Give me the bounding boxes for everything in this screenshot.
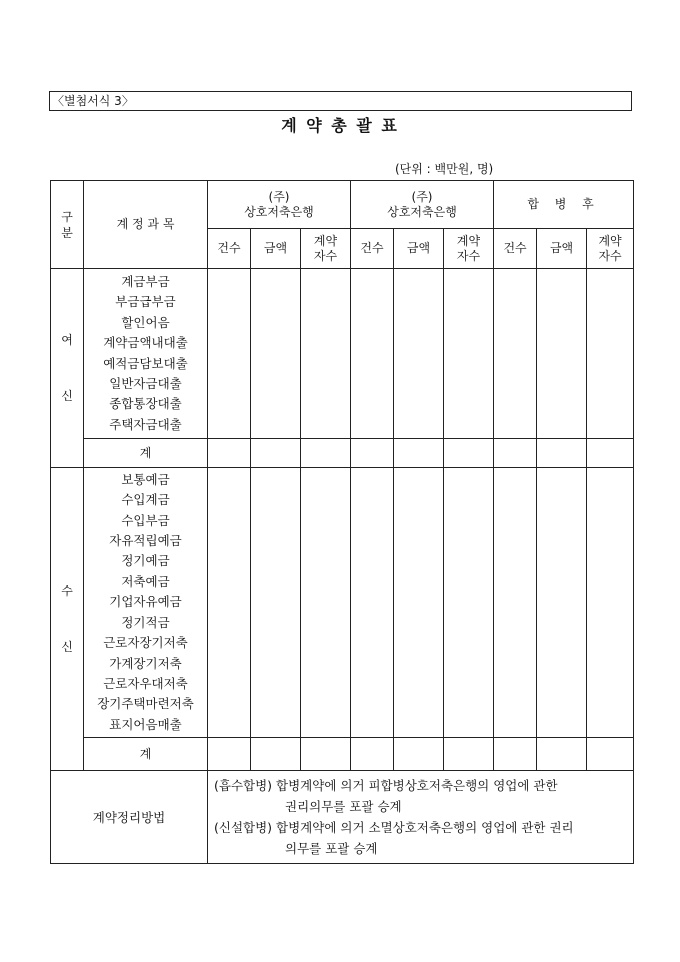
list-item: 가계장기저축: [109, 655, 182, 671]
list-item: 종합통장대출: [109, 396, 182, 412]
list-item: 정기예금: [121, 553, 170, 569]
list-item: 수입부금: [121, 512, 170, 528]
contract-summary-table: [50, 180, 634, 864]
list-item: 일반자금대출: [109, 375, 182, 391]
category-header: 구 분: [51, 181, 84, 269]
credit-total: 계: [84, 439, 208, 468]
list-item: 장기주택마련저축: [97, 696, 194, 712]
unit-note: (단위 : 백만원, 명): [395, 162, 494, 176]
bank1-contract-header: 계약 자수: [301, 229, 351, 269]
bank1-header: (주) 상호저축은행: [208, 181, 351, 229]
list-item: 근로자우대저축: [103, 675, 188, 691]
list-item: 부금급부금: [115, 294, 176, 310]
bank2-contract-header: 계약 자수: [444, 229, 494, 269]
page-title: 계 약 총 괄 표: [281, 116, 399, 135]
list-item: 보통예금: [121, 471, 170, 487]
form-number-box: [49, 91, 632, 111]
bank2-header: (주) 상호저축은행: [351, 181, 494, 229]
list-item: 수입계금: [121, 492, 170, 508]
credit-label: 여 신: [51, 269, 84, 468]
deposit-items: [84, 468, 208, 738]
bank2-amount-header: 금액: [394, 229, 444, 269]
list-item: 예적금담보대출: [103, 355, 188, 371]
merged-count-header: 건수: [494, 229, 537, 269]
merged-header: 합 병 후: [494, 181, 634, 229]
account-header: 계 정 과 목: [84, 181, 208, 269]
list-item: 기업자유예금: [109, 594, 182, 610]
method-label: 계약정리방법: [51, 771, 208, 864]
bank2-count-header: 건수: [351, 229, 394, 269]
method-description: (흡수합병) 합병계약에 의거 피합병상호저축은행의 영업에 관한 권리의무를 포괄 승계 (신설합병) 합병계약에 의거 소멸상호저축은행의 영업에 관한 권리 의무를 포괄 승계: [208, 771, 634, 864]
list-item: 계약금액내대출: [103, 335, 188, 351]
list-item: 근로자장기저축: [103, 635, 188, 651]
merged-amount-header: 금액: [537, 229, 587, 269]
bank1-amount-header: 금액: [251, 229, 301, 269]
list-item: 계금부금: [121, 273, 170, 289]
list-item: 표지어음매출: [109, 716, 182, 732]
deposit-total: 계: [84, 738, 208, 771]
deposit-label: 수 신: [51, 468, 84, 771]
credit-items: [84, 269, 208, 439]
bank1-count-header: 건수: [208, 229, 251, 269]
merged-contract-header: 계약 자수: [587, 229, 634, 269]
list-item: 저축예금: [121, 573, 170, 589]
list-item: 할인어음: [121, 314, 170, 330]
list-item: 주택자금대출: [109, 416, 182, 432]
form-number: 〈별첨서식 3〉: [52, 94, 134, 108]
list-item: 정기적금: [121, 614, 170, 630]
list-item: 자유적립예금: [109, 533, 182, 549]
